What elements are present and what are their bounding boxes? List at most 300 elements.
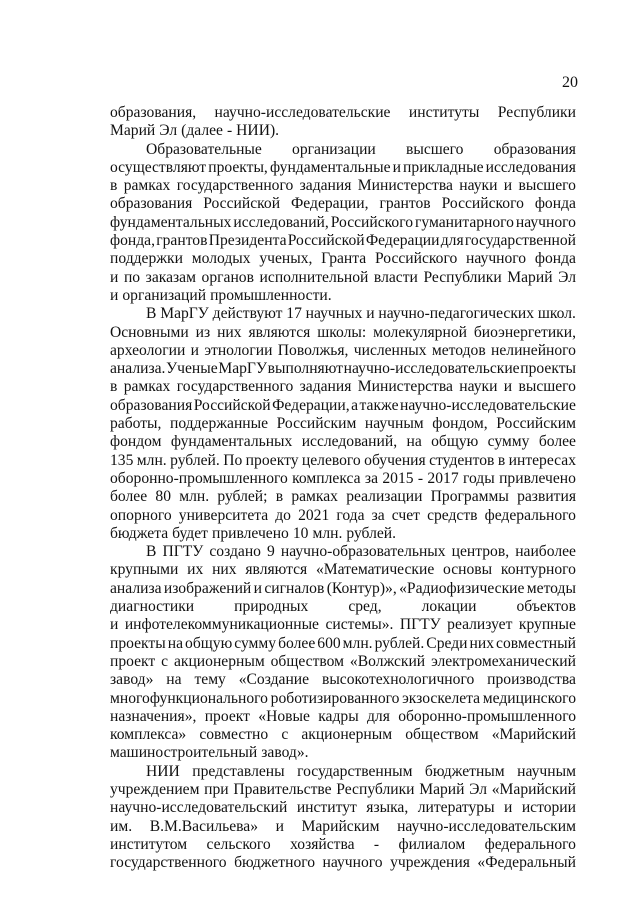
word: 10 [292, 524, 309, 542]
word: за [364, 469, 378, 487]
word: задания [299, 378, 352, 396]
word: Республики [423, 268, 502, 286]
word: Российской [193, 396, 271, 414]
word: Марий [419, 780, 465, 798]
word: организации [292, 140, 376, 158]
word: исследований, [301, 433, 398, 451]
word: Основными [110, 323, 189, 341]
word: научно-исследовательские [400, 396, 576, 414]
word: млн. [312, 524, 343, 542]
word: 135 [110, 451, 134, 469]
word: фондом [110, 433, 162, 451]
word: университета [178, 506, 269, 524]
word: в [275, 488, 284, 506]
word: Среди [426, 634, 468, 652]
word: крупные [518, 616, 576, 634]
word: Марий [507, 268, 553, 286]
word: производства [487, 671, 576, 689]
word: создано [209, 543, 261, 561]
word: хозяйства [290, 835, 355, 853]
word: НИИ [146, 762, 180, 780]
word: научного [466, 250, 527, 268]
word: образования [493, 140, 576, 158]
word: Поволжья, [277, 341, 349, 359]
word: общую [431, 433, 479, 451]
word: науки [459, 177, 498, 195]
word: научным [517, 762, 576, 780]
word: млн. [342, 634, 373, 652]
word: бюджета [110, 524, 169, 542]
word: из [195, 323, 211, 341]
word: сумму [234, 634, 277, 652]
word: природных [234, 598, 309, 616]
word: литературы [417, 799, 495, 817]
word: задания [299, 177, 352, 195]
word: государственным [297, 762, 413, 780]
word: научных [305, 305, 363, 323]
word: организаций [122, 286, 207, 304]
word: государственного [110, 854, 227, 872]
word: «Новые [258, 707, 310, 725]
text-line [110, 854, 576, 872]
word: НИИ). [236, 122, 280, 140]
word: совместный [496, 634, 576, 652]
word: и [275, 817, 284, 835]
text-line [110, 269, 576, 287]
word: сельского [206, 835, 271, 853]
text-line [110, 159, 576, 177]
word: методы [526, 579, 576, 597]
word: общую [185, 634, 233, 652]
word: проект [110, 652, 156, 670]
word: государственного [176, 378, 294, 396]
word: студентов [429, 451, 495, 469]
word: и [110, 616, 119, 634]
text-line [110, 214, 576, 232]
word: ПГТУ [162, 543, 204, 561]
text-line [110, 616, 576, 634]
word: проекту [245, 451, 299, 469]
word: более [110, 488, 148, 506]
word: диагностики [110, 598, 195, 616]
word: МарГУ [160, 305, 209, 323]
word: млн. [179, 488, 210, 506]
word: Гранта [321, 250, 367, 268]
word: по [123, 268, 141, 286]
text-line [110, 195, 576, 213]
text-line [110, 726, 576, 744]
word: с [161, 652, 169, 670]
word: Министерства [357, 177, 453, 195]
word: институтом [110, 835, 188, 853]
text-line [110, 342, 576, 360]
text-line [110, 360, 576, 378]
word: при [204, 780, 229, 798]
word: сигналов [264, 579, 325, 597]
word: языка, [366, 799, 409, 817]
word: также [359, 396, 399, 414]
text-line [110, 470, 576, 488]
word: Марийским [301, 817, 380, 835]
word: Федерации [365, 232, 440, 250]
word: Программы [430, 488, 509, 506]
word: бюджетного [234, 854, 316, 872]
text-line [110, 543, 576, 561]
word: Эл [159, 122, 178, 140]
word: наиболее [515, 543, 576, 561]
text-line [110, 397, 576, 415]
word: анализа. [110, 360, 166, 378]
word: федерального [484, 835, 576, 853]
text-line [110, 378, 576, 396]
word: назначения», [110, 707, 197, 725]
word: Российского [374, 250, 458, 268]
word: филиалом [398, 835, 466, 853]
text-line [110, 507, 576, 525]
word: научного [515, 213, 576, 231]
word: «Федеральный [477, 854, 576, 872]
word: исследований, [233, 213, 329, 231]
word: центров, [451, 543, 510, 561]
text-line [110, 525, 576, 543]
word: Российским [276, 415, 357, 433]
word: обществом [270, 652, 345, 670]
word: в [497, 451, 506, 469]
word: объектов [516, 598, 576, 616]
word: 2015 [382, 469, 414, 487]
word: млн. [136, 451, 167, 469]
word: проекты, [208, 158, 268, 176]
word: 9 [267, 543, 275, 561]
word: учреждения [390, 854, 470, 872]
word: Ученые [166, 360, 218, 378]
word: опорного [110, 506, 172, 524]
word: Республики [497, 104, 576, 121]
text-line [110, 781, 576, 799]
word: научно-исследовательским [397, 817, 576, 835]
word: 600 [317, 634, 341, 652]
word: являются [248, 323, 311, 341]
word: и [503, 378, 513, 396]
word: научно-исследовательские [214, 104, 391, 121]
word: системы». [325, 616, 394, 634]
word: реализации [346, 488, 423, 506]
word: ПГТУ [399, 616, 441, 634]
word: Российского [441, 195, 524, 213]
word: Российской [203, 195, 281, 213]
word: истории [521, 799, 576, 817]
word: рублей. [374, 634, 425, 652]
word: и [190, 341, 199, 359]
word: В [146, 305, 157, 323]
word: роботизированного [270, 689, 400, 707]
word: Марий [110, 122, 156, 140]
word: 2017 [427, 469, 459, 487]
word: школ. [537, 305, 576, 323]
word: и [366, 305, 375, 323]
word: образования [110, 195, 193, 213]
word: счет [391, 506, 420, 524]
word: оборонно-промышленного [398, 707, 576, 725]
word: обучения [364, 451, 426, 469]
word: завод». [261, 744, 309, 762]
word: и [392, 158, 401, 176]
word: Образовательные [146, 140, 262, 158]
word: фундаментальные [269, 158, 391, 176]
word: локации [421, 598, 477, 616]
word: Российской [287, 232, 365, 250]
word: и [110, 286, 119, 304]
word: более [538, 433, 576, 451]
word: грантов [379, 195, 431, 213]
word: в [110, 378, 118, 396]
word: Эл [558, 268, 576, 286]
word: до [275, 506, 291, 524]
word: действуют [212, 305, 283, 323]
word: 2021 [298, 506, 330, 524]
word: Федерации, [290, 195, 369, 213]
word: промышленности. [210, 286, 332, 304]
word: осуществляют [110, 158, 207, 176]
word: бюджетным [424, 762, 505, 780]
word: инфотелекоммуникационные [124, 616, 319, 634]
word: грантов [156, 232, 208, 250]
word: органов [201, 268, 254, 286]
word: 80 [155, 488, 171, 506]
word: привлечено [499, 469, 576, 487]
word: гуманитарного [414, 213, 514, 231]
word: методов [431, 341, 486, 359]
text-line [110, 452, 576, 470]
word: высшего [405, 140, 464, 158]
word: машиностроительный [110, 744, 258, 762]
word: прикладные [403, 158, 484, 176]
word: работы, [110, 415, 162, 433]
word: нелинейного [491, 341, 576, 359]
word: Российским [496, 415, 576, 433]
word: По [223, 451, 243, 469]
word: «Математические [315, 561, 435, 579]
word: акционерным [301, 726, 393, 744]
word: научно-образовательных [280, 543, 446, 561]
word: В.М.Васильева» [149, 817, 259, 835]
word: с [281, 726, 289, 744]
text-line [110, 287, 576, 305]
word: привлечено [211, 524, 289, 542]
word: проекты [110, 634, 166, 652]
text-line [110, 305, 576, 323]
text-line [110, 818, 576, 836]
text-line [110, 415, 576, 433]
word: образования, [110, 104, 197, 121]
word: проекты [520, 360, 576, 378]
text-line [110, 671, 576, 689]
word: средств [427, 506, 478, 524]
body-text [110, 104, 576, 872]
text-line [110, 488, 576, 506]
word: институт [296, 799, 357, 817]
word: основы [443, 561, 493, 579]
text-line [110, 561, 576, 579]
word: медицинского [482, 689, 576, 707]
word: научного [322, 854, 383, 872]
word: МарГУ [218, 360, 267, 378]
word: науки [459, 378, 498, 396]
word: и [253, 579, 262, 597]
text-line [110, 250, 576, 268]
text-line [110, 324, 576, 342]
word: для [440, 232, 464, 250]
word: рублей. [170, 451, 220, 469]
word: в [110, 177, 118, 195]
word: государственного [176, 177, 294, 195]
word: будет [172, 524, 208, 542]
word: молекулярной [373, 323, 467, 341]
word: крупными [110, 561, 179, 579]
word: исполнительной [259, 268, 369, 286]
word: на [166, 671, 182, 689]
word: численных [353, 341, 427, 359]
word: научно-исследовательский [110, 799, 288, 817]
word: них [469, 634, 495, 652]
word: рублей. [346, 524, 397, 542]
word: научно-педагогических [378, 305, 535, 323]
word: них [217, 323, 242, 341]
text-line [110, 104, 576, 122]
word: фонда [534, 250, 576, 268]
word: являются [245, 561, 308, 579]
word: образования [110, 396, 193, 414]
word: им. [110, 817, 133, 835]
word: рамках [123, 378, 171, 396]
word: поддержанные [169, 415, 269, 433]
word: поддержки [110, 250, 183, 268]
word: анализа [110, 579, 162, 597]
word: заказам [145, 268, 196, 286]
word: их [187, 561, 204, 579]
text-line [110, 635, 576, 653]
word: многофункционального [110, 689, 268, 707]
word: власти [373, 268, 418, 286]
text-line [110, 580, 576, 598]
word: «Марийский [491, 780, 576, 798]
word: В [146, 543, 157, 561]
word: акционерным [173, 652, 265, 670]
word: интересах [508, 451, 576, 469]
word: а [351, 396, 359, 414]
word: и [504, 799, 513, 817]
word: более [278, 634, 316, 652]
word: ученых, [259, 250, 313, 268]
word: на [406, 433, 422, 451]
page-number: 20 [562, 74, 578, 91]
text-line [110, 653, 576, 671]
word: «Марийский [491, 726, 576, 744]
text-line [110, 433, 576, 451]
word: комплекса [292, 469, 361, 487]
word: кадры [318, 707, 359, 725]
word: школы: [317, 323, 367, 341]
word: Федерации, [272, 396, 350, 414]
word: этнологии [204, 341, 273, 359]
word: и [110, 268, 119, 286]
word: высокотехнологичного [321, 671, 475, 689]
word: и [503, 177, 513, 195]
word: тему [194, 671, 226, 689]
word: реализует [447, 616, 513, 634]
text-line [110, 836, 576, 854]
text-line [110, 708, 576, 726]
word: завод» [110, 671, 154, 689]
word: выполняют [267, 360, 343, 378]
word: сред, [348, 598, 382, 616]
text-line [110, 232, 576, 250]
word: Министерства [357, 378, 453, 396]
word: «Создание [238, 671, 310, 689]
word: представлены [192, 762, 285, 780]
word: (далее [181, 122, 223, 140]
word: исследования [485, 158, 576, 176]
word: фундаментальных [170, 433, 293, 451]
word: электромеханический [431, 652, 576, 670]
text-line [110, 177, 576, 195]
word: федерального [484, 506, 576, 524]
word: молодых [191, 250, 251, 268]
word: фонда [534, 195, 576, 213]
word: - [417, 469, 424, 487]
word: фондом, [432, 415, 488, 433]
word: 17 [286, 305, 302, 323]
word: контурного [500, 561, 576, 579]
word: рамках [291, 488, 338, 506]
word: оборонно-промышленного [110, 469, 288, 487]
text-line [110, 598, 576, 616]
word: учреждением [110, 780, 200, 798]
text-line [110, 763, 576, 781]
word: проект [204, 707, 250, 725]
word: рамках [123, 177, 171, 195]
word: археологии [110, 341, 186, 359]
word: - [373, 835, 380, 853]
word: научно-исследовательские [343, 360, 520, 378]
word: обществом [405, 726, 479, 744]
word: развития [517, 488, 576, 506]
word: государственной [464, 232, 576, 250]
word: «Волжский [349, 652, 426, 670]
word: совместно [199, 726, 269, 744]
word: на [167, 634, 184, 652]
word: сумму [487, 433, 530, 451]
word: высшего [518, 177, 576, 195]
word: них [212, 561, 237, 579]
word: изображений [163, 579, 252, 597]
word: - [226, 122, 233, 140]
word: (Контур)», [326, 579, 397, 597]
word: комплекса» [110, 726, 187, 744]
word: целевого [301, 451, 361, 469]
word: года [336, 506, 365, 524]
word: годы [462, 469, 495, 487]
word: фонда, [110, 232, 155, 250]
word: фундаментальных [110, 213, 232, 231]
text-line [110, 744, 576, 762]
word: для [367, 707, 390, 725]
word: экзоскелета [402, 689, 481, 707]
word: Эл [469, 780, 488, 798]
word: за [371, 506, 385, 524]
word: Республики [336, 780, 415, 798]
text-line [110, 799, 576, 817]
